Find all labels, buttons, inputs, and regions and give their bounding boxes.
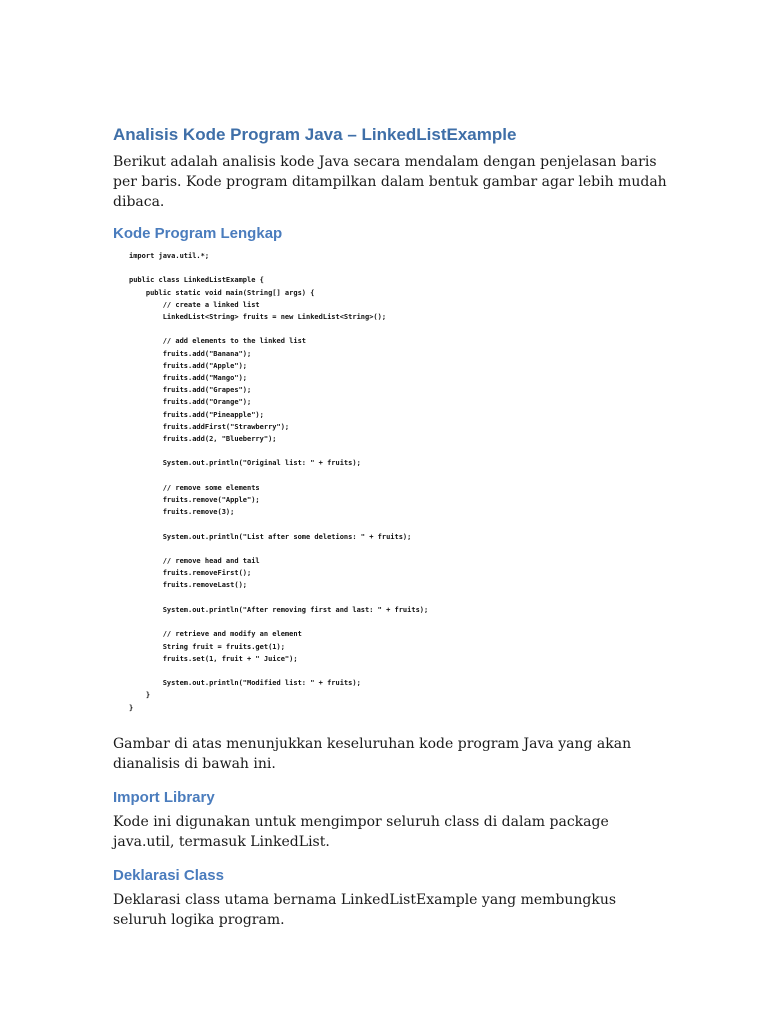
section-heading-class: Deklarasi Class	[113, 867, 224, 884]
document-title: Analisis Kode Program Java – LinkedListExample	[113, 125, 517, 144]
class-paragraph: Deklarasi class utama bernama LinkedListExample yang membungkus seluruh logika program.	[113, 892, 617, 928]
code-line: public class LinkedListExample {	[129, 276, 264, 285]
code-line: fruits.add("Orange");	[129, 398, 252, 407]
code-line: fruits.addFirst("Strawberry");	[129, 422, 290, 431]
code-line: System.out.println("After removing first and last: " + fruits);	[129, 605, 429, 614]
document-page	[113, 124, 673, 930]
code-line: fruits.remove(3);	[129, 508, 235, 517]
section-heading-import: Import Library	[113, 789, 215, 806]
section-heading-full-code: Kode Program Lengkap	[113, 225, 283, 242]
code-line: }	[129, 703, 134, 712]
code-line: }	[129, 691, 151, 700]
import-paragraph: Kode ini digunakan untuk mengimpor seluruh class di dalam package java.util, termasuk LinkedList.	[113, 814, 609, 850]
code-line: LinkedList<String> fruits = new LinkedList<String>();	[129, 313, 387, 322]
code-line: // create a linked list	[129, 300, 260, 309]
code-line: System.out.println("List after some deletions: " + fruits);	[129, 532, 412, 541]
code-line: String fruit = fruits.get(1);	[129, 642, 285, 651]
code-line: System.out.println("Modified list: " + fruits);	[129, 679, 361, 688]
code-line: fruits.add("Pineapple");	[129, 410, 264, 419]
code-line: fruits.add(2, "Blueberry");	[129, 435, 277, 444]
intro-paragraph: Berikut adalah analisis kode Java secara mendalam dengan penjelasan baris per baris. Kode program ditampilkan dalam bentuk gambar agar lebih mudah dibaca.	[113, 154, 667, 210]
code-line: public static void main(String[] args) {	[129, 288, 315, 297]
code-line: fruits.removeLast();	[129, 581, 248, 590]
code-line: System.out.println("Original list: " + fruits);	[129, 459, 361, 468]
code-line: fruits.add("Mango");	[129, 374, 248, 383]
code-line: // retrieve and modify an element	[129, 630, 302, 639]
code-line: fruits.set(1, fruit + " Juice");	[129, 654, 298, 663]
code-line: // remove head and tail	[129, 557, 260, 566]
code-line: // remove some elements	[129, 483, 260, 492]
code-line: fruits.add("Apple");	[129, 361, 248, 370]
code-line: // add elements to the linked list	[129, 337, 307, 346]
code-line: fruits.removeFirst();	[129, 569, 252, 578]
code-caption: Gambar di atas menunjukkan keseluruhan kode program Java yang akan dianalisis di bawah ini.	[113, 736, 632, 772]
code-line: import java.util.*;	[129, 252, 210, 260]
code-listing	[129, 250, 549, 714]
code-line: fruits.add("Banana");	[129, 349, 252, 358]
code-image	[129, 250, 549, 714]
code-line: fruits.remove("Apple");	[129, 496, 260, 505]
code-line: fruits.add("Grapes");	[129, 386, 252, 395]
